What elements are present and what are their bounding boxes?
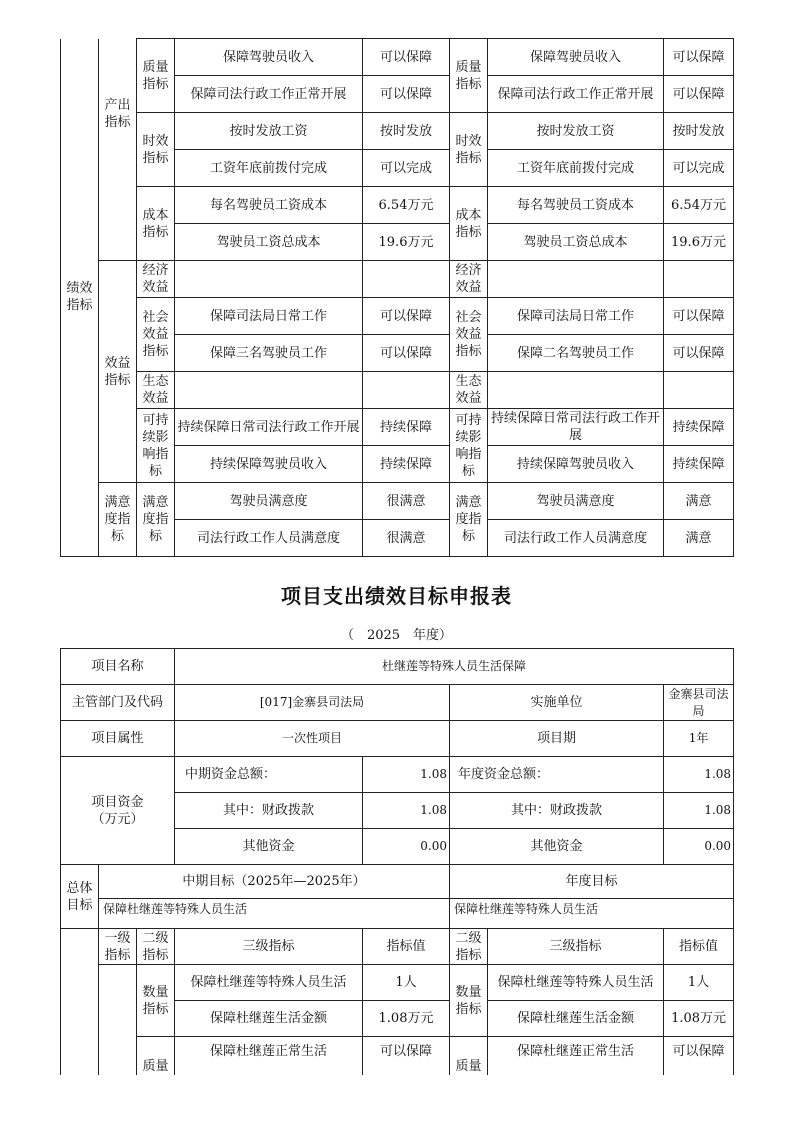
value-right: 可以保障 [664,335,734,372]
period-value: 1年 [664,721,734,757]
year-goal-text: 保障杜继莲等特殊人员生活 [450,899,734,929]
indicator-left: 工资年底前拨付完成 [175,150,363,187]
impl-value: 金寨县司法局 [664,685,734,721]
indicator-right: 保障杜继莲等特殊人员生活 [488,965,664,1001]
dept-label: 主管部门及代码 [61,685,175,721]
level2-sustainable-left: 可持续影响指标 [137,409,175,483]
year-total-label: 年度资金总额： [450,757,664,793]
overall-goal-label: 总体目标 [61,865,99,929]
indicator-left: 保障司法行政工作正常开展 [175,76,363,113]
indicator-right: 驾驶员工资总成本 [488,224,664,261]
year-fiscal-value: 1.08 [664,793,734,829]
value-right: 可以保障 [664,1037,734,1075]
value-right: 按时发放 [664,113,734,150]
year-other-label: 其他资金 [450,829,664,865]
header-value-left: 指标值 [363,929,450,965]
mid-goal-header: 中期目标（2025年—2025年） [99,865,450,899]
mid-other-label: 其他资金 [175,829,363,865]
level2-cost-right: 成本指标 [450,187,488,261]
quality-left: 质量 [137,1037,175,1075]
mid-other-value: 0.00 [363,829,450,865]
level2-economic-left: 经济效益 [137,261,175,298]
year-line: （ 2025 年度） [340,628,453,643]
indicator-right: 保障司法行政工作正常开展 [488,76,664,113]
year-total-value: 1.08 [664,757,734,793]
impl-label: 实施单位 [450,685,664,721]
indicator-right: 司法行政工作人员满意度 [488,520,664,557]
indicator-right: 持续保障驾驶员收入 [488,446,664,483]
attr-value: 一次性项目 [175,721,450,757]
indicator-left: 保障杜继莲等特殊人员生活 [175,965,363,1001]
header-level3-right: 三级指标 [488,929,664,965]
header-value-right: 指标值 [664,929,734,965]
level2-quality-right: 质量指标 [450,39,488,113]
level2-social-right: 社会效益指标 [450,298,488,372]
value-right: 持续保障 [664,446,734,483]
attr-label: 项目属性 [61,721,175,757]
indicator-right [488,372,664,409]
value-left: 按时发放 [363,113,450,150]
value-right: 19.6万元 [664,224,734,261]
page-title: 项目支出绩效目标申报表 [281,584,512,608]
indicator-left: 驾驶员满意度 [175,483,363,520]
indicator-left: 持续保障日常司法行政工作开展 [175,409,363,446]
level1-performance: 绩效指标 [61,39,99,557]
level2-benefit: 效益指标 [99,261,137,483]
mid-fiscal-label: 其中：财政拨款 [175,793,363,829]
value-right: 可以完成 [664,150,734,187]
value-left: 很满意 [363,520,450,557]
mid-fiscal-value: 1.08 [363,793,450,829]
value-right [664,372,734,409]
value-right [664,261,734,298]
value-left: 可以完成 [363,150,450,187]
indicator-right: 工资年底前拨付完成 [488,150,664,187]
value-right: 6.54万元 [664,187,734,224]
indicator-right: 按时发放工资 [488,113,664,150]
level2-ecological-right: 生态效益 [450,372,488,409]
indicator-left: 持续保障驾驶员收入 [175,446,363,483]
indicator-blank [61,929,99,1075]
level2-sustainable-right: 可持续影响指标 [450,409,488,483]
level2-social-left: 社会效益指标 [137,298,175,372]
level2-cost-left: 成本指标 [137,187,175,261]
value-right: 1.08万元 [664,1001,734,1037]
level2-timeliness-right: 时效指标 [450,113,488,187]
value-left: 6.54万元 [363,187,450,224]
level2-satisfaction: 满意度指标 [99,483,137,557]
indicator-right: 驾驶员满意度 [488,483,664,520]
indicator-right [488,261,664,298]
value-right: 可以保障 [664,39,734,76]
value-left: 很满意 [363,483,450,520]
value-left: 1.08万元 [363,1001,450,1037]
dept-value: [017]金寨县司法局 [175,685,450,721]
indicator-right: 持续保障日常司法行政工作开展 [488,409,664,446]
indicator-left: 保障驾驶员收入 [175,39,363,76]
indicator-right: 保障杜继莲生活金额 [488,1001,664,1037]
level2-ecological-left: 生态效益 [137,372,175,409]
value-right: 可以保障 [664,298,734,335]
mid-goal-text: 保障杜继莲等特殊人员生活 [99,899,450,929]
project-name-value: 杜继莲等特殊人员生活保障 [175,649,734,685]
level2-economic-right: 经济效益 [450,261,488,298]
value-left: 持续保障 [363,446,450,483]
level2-output: 产出指标 [99,39,137,261]
level1-blank [99,965,137,1075]
value-left: 可以保障 [363,298,450,335]
indicator-left: 每名驾驶员工资成本 [175,187,363,224]
indicator-right: 保障驾驶员收入 [488,39,664,76]
indicator-right: 保障司法局日常工作 [488,298,664,335]
level2-timeliness-left: 时效指标 [137,113,175,187]
indicator-left: 保障司法局日常工作 [175,298,363,335]
header-level2-right: 二级指标 [450,929,488,965]
indicator-left [175,372,363,409]
value-left: 19.6万元 [363,224,450,261]
mid-total-label: 中期资金总额： [175,757,363,793]
quality-right: 质量 [450,1037,488,1075]
indicator-right: 保障二名驾驶员工作 [488,335,664,372]
quantity-right: 数量指标 [450,965,488,1037]
performance-table-continued [60,38,734,557]
mid-total-value: 1.08 [363,757,450,793]
header-level2-left: 二级指标 [137,929,175,965]
value-left: 可以保障 [363,39,450,76]
value-right: 满意 [664,483,734,520]
header-level3-left: 三级指标 [175,929,363,965]
year-other-value: 0.00 [664,829,734,865]
quantity-left: 数量指标 [137,965,175,1037]
indicator-left: 按时发放工资 [175,113,363,150]
year-goal-header: 年度目标 [450,865,734,899]
value-right: 1人 [664,965,734,1001]
value-right: 可以保障 [664,76,734,113]
level2-satisfaction-left: 满意度指标 [137,483,175,557]
value-right: 持续保障 [664,409,734,446]
value-left: 可以保障 [363,335,450,372]
indicator-left: 驾驶员工资总成本 [175,224,363,261]
value-left [363,372,450,409]
header-level1: 一级指标 [99,929,137,965]
value-left [363,261,450,298]
indicator-left: 保障杜继莲正常生活 [175,1037,363,1075]
indicator-left [175,261,363,298]
indicator-right: 保障杜继莲正常生活 [488,1037,664,1075]
value-left: 可以保障 [363,1037,450,1075]
year-fiscal-label: 其中：财政拨款 [450,793,664,829]
indicator-left: 司法行政工作人员满意度 [175,520,363,557]
value-left: 可以保障 [363,76,450,113]
funds-label: 项目资金（万元） [61,757,175,865]
level2-quality-left: 质量指标 [137,39,175,113]
project-name-label: 项目名称 [61,649,175,685]
indicator-left: 保障杜继莲生活金额 [175,1001,363,1037]
project-goal-table [60,648,734,1075]
indicator-right: 每名驾驶员工资成本 [488,187,664,224]
indicator-left: 保障三名驾驶员工作 [175,335,363,372]
period-label: 项目期 [450,721,664,757]
value-left: 持续保障 [363,409,450,446]
value-left: 1人 [363,965,450,1001]
level2-satisfaction-right: 满意度指标 [450,483,488,557]
value-right: 满意 [664,520,734,557]
